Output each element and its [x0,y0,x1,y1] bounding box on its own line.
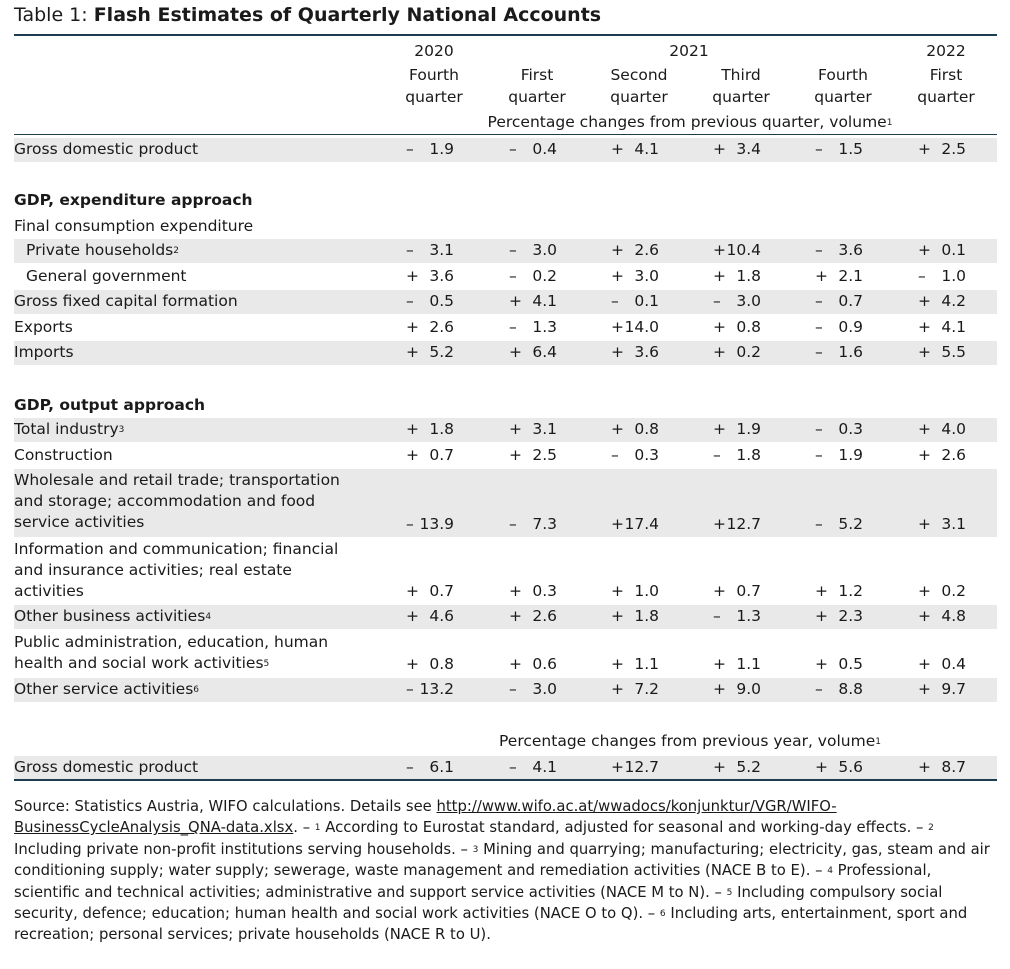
value-sign: + [406,582,419,600]
value-sign: – [918,267,926,285]
value-sign: + [815,758,828,776]
value-sign: – [815,680,823,698]
footnote-text: Mining and quarrying; manufacturing; electricity, gas, steam and air conditioning supply; water supply; sewerage, waste management and remediation activities (NACE B to E) [14,840,990,880]
value-number: 2.6 [429,318,454,336]
value-number: 1.6 [838,343,863,361]
value-number: 2.5 [941,140,966,158]
footnote-number: 4 [827,866,833,877]
value-number: 1.1 [736,655,761,673]
value-sign: – [713,292,721,310]
value-number: 5.5 [941,343,966,361]
column-header-line1: Third [721,66,761,84]
value-sign: – [815,420,823,438]
value-number: 3.0 [736,292,761,310]
value-number: 5.2 [736,758,761,776]
value-number: 1.9 [838,446,863,464]
value-sign: + [509,582,522,600]
value-number: 1.3 [532,318,557,336]
table-title [14,4,601,26]
value-sign: + [611,655,624,673]
footnote-number: 3 [472,844,479,855]
value-sign: + [918,241,931,259]
row-label-line: Exports [14,318,73,336]
value-sign: + [918,515,931,533]
header-rule [14,134,997,135]
value-number: 8.7 [941,758,966,776]
value-sign: + [611,515,624,533]
value-sign: + [713,318,726,336]
value-number: 2.6 [532,607,557,625]
row-label [14,606,211,627]
value-number: 0.4 [532,140,557,158]
value-sign: + [713,267,726,285]
value-number: 13.2 [419,680,454,698]
value-sign: + [611,420,624,438]
value-number: 3.1 [532,420,557,438]
footnote-ref: 6 [193,685,199,695]
row-label-line: Total industry$^3$ [14,420,125,438]
unit-note-year-text: Percentage changes from previous year, volume [499,732,876,750]
value-sign: – [509,267,517,285]
value-sign: – [406,292,414,310]
value-number: 4.1 [634,140,659,158]
column-header-line1: Second [610,66,668,84]
source-text: Source: Statistics Austria, WIFO calculations. Details see [14,798,437,815]
column-header-0 [389,64,479,108]
value-sign: + [918,446,931,464]
value-sign: + [611,680,624,698]
value-sign: + [918,582,931,600]
value-number: 2.3 [838,607,863,625]
top-rule [14,34,997,36]
value-sign: – [713,607,721,625]
value-sign: – [611,446,619,464]
row-label [14,395,205,416]
value-number: 0.7 [838,292,863,310]
unit-note-year [400,730,980,752]
row-label-line: Other service activities$^6$ [14,680,199,698]
value-sign: – [509,241,517,259]
value-sign: + [713,343,726,361]
value-number: 1.8 [429,420,454,438]
value-sign: + [509,420,522,438]
value-number: 9.7 [941,680,966,698]
row-label [14,470,340,533]
value-number: 4.2 [941,292,966,310]
value-sign: – [815,318,823,336]
value-number: 7.2 [634,680,659,698]
value-number: 7.3 [532,515,557,533]
value-number: 1.1 [634,655,659,673]
footnote-number: 2 [928,823,934,834]
row-label [14,216,253,237]
value-number: 13.9 [419,515,454,533]
value-number: 10.4 [726,241,761,259]
value-number: 1.0 [634,582,659,600]
value-sign: – [815,515,823,533]
footnotes: Source: Statistics Austria, WIFO calculations. Details see http://www.wifo.ac.at/wwadocs/konjunktur/VGR/WIFO-BusinessCycleAnalysis_QNA-data.xlsx. – $^1$ According to Eurostat standard, adjusted for seasonal and working-day effects. – $^2$ Including private non-profit institutions serving households. – $^3$ Mining and quarrying; manufacturing; electricity, gas, steam and air conditioning supply; water supply; sewerage, waste management and remediation activities (NACE B to E). – $^4$ Professional, scientific and technical activities; administrative and support service activities (NACE M to N). – $^5$ Including compulsory social security, defence; education; human health and social work activities (NACE O to Q). – $^6$ Including arts, entertainment, sport and recreation; personal services; private households (NACE R to U). [14,798,990,944]
value-sign: + [918,680,931,698]
value-sign: + [509,343,522,361]
column-header-line2: quarter [610,88,668,106]
value-sign: + [713,515,726,533]
value-sign: – [509,318,517,336]
row-label [14,445,113,466]
value-number: 3.6 [838,241,863,259]
value-number: 4.1 [941,318,966,336]
row-label [14,679,199,700]
value-sign: + [918,292,931,310]
footnote-number: 6 [659,909,666,920]
value-sign: – [509,140,517,158]
value-number: 0.2 [736,343,761,361]
column-header-line2: quarter [814,88,872,106]
value-sign: + [918,318,931,336]
value-sign: + [713,758,726,776]
column-header-line2: quarter [405,88,463,106]
value-sign: + [918,607,931,625]
row-label-line: Other business activities$^4$ [14,607,212,625]
row-label-line: Gross domestic product [14,140,199,158]
value-number: 0.9 [838,318,863,336]
value-sign: + [509,446,522,464]
value-sign: + [815,655,828,673]
value-sign: + [406,446,419,464]
value-sign: + [406,267,419,285]
value-number: 12.7 [726,515,761,533]
value-number: 3.0 [532,680,557,698]
value-number: 1.0 [941,267,966,285]
value-number: 2.6 [941,446,966,464]
footnote-ref-1b: 1 [875,737,881,747]
value-number: 5.2 [429,343,454,361]
column-header-line1: Fourth [818,66,868,84]
value-sign: – [406,241,414,259]
value-sign: + [406,343,419,361]
value-number: 3.6 [429,267,454,285]
footnote-ref-1: 1 [886,118,893,128]
column-header-3 [696,64,786,108]
value-number: 2.1 [838,267,863,285]
value-number: 0.7 [429,446,454,464]
value-sign: + [406,420,419,438]
value-number: 0.1 [634,292,659,310]
footnote-text: Including private non-profit institutions serving households [14,840,452,858]
row-label [14,291,238,312]
value-number: 3.0 [634,267,659,285]
year-2021: 2021 [669,42,709,60]
value-sign: – [611,292,619,310]
value-sign: – [509,758,517,776]
row-label-line: and storage; accommodation and food [14,492,316,510]
footnote-ref: 2 [173,246,179,256]
value-sign: + [918,140,931,158]
unit-note-quarter [400,111,980,133]
value-sign: + [406,318,419,336]
value-number: 3.6 [634,343,659,361]
column-header-line1: First [929,66,963,84]
row-label-line: activities [14,582,84,600]
value-number: 1.9 [429,140,454,158]
value-number: 14.0 [624,318,659,336]
value-sign: + [611,318,624,336]
value-sign: – [815,241,823,259]
value-number: 0.3 [532,582,557,600]
value-sign: + [713,241,726,259]
column-header-1 [492,64,582,108]
value-sign: + [611,582,624,600]
unit-note-quarter-text: Percentage changes from previous quarter, volume [487,113,887,131]
row-label [14,632,328,674]
row-label [14,757,198,778]
column-header-line2: quarter [917,88,975,106]
column-header-2 [594,64,684,108]
value-sign: + [713,655,726,673]
value-number: 3.1 [429,241,454,259]
value-number: 17.4 [624,515,659,533]
value-number: 3.0 [532,241,557,259]
row-label [14,317,73,338]
table-title-text: Flash Estimates of Quarterly National Accounts [93,4,602,26]
value-number: 0.7 [429,582,454,600]
value-number: 0.8 [736,318,761,336]
value-number: 4.8 [941,607,966,625]
footnote-text: Including compulsory social security, defence; education; human health and social work activities (NACE O to Q) [14,883,943,923]
value-sign: + [611,267,624,285]
row-label-line: Final consumption expenditure [14,217,254,235]
value-number: 5.2 [838,515,863,533]
row-label-line: General government [26,267,187,285]
value-sign: + [918,758,931,776]
value-number: 1.2 [838,582,863,600]
year-2020: 2020 [414,42,454,60]
value-sign: + [611,343,624,361]
value-sign: + [611,140,624,158]
row-label-line: Imports [14,343,74,361]
value-number: 4.1 [532,758,557,776]
value-number: 1.9 [736,420,761,438]
value-number: 0.2 [532,267,557,285]
value-number: 0.8 [634,420,659,438]
bottom-rule [14,779,997,781]
row-label-line: Private households$^2$ [26,241,179,259]
value-number: 9.0 [736,680,761,698]
row-label-line: GDP, output approach [14,396,206,414]
footnote-ref: 3 [118,425,125,435]
value-sign: + [815,582,828,600]
value-sign: – [815,343,823,361]
value-number: 8.8 [838,680,863,698]
value-sign: – [815,446,823,464]
value-sign: – [406,515,414,533]
value-sign: – [406,680,414,698]
value-number: 0.3 [634,446,659,464]
value-sign: + [406,607,419,625]
row-label [14,342,74,363]
footnote-text: Including arts, entertainment, sport and recreation; personal services; private households (NACE R to U) [14,905,968,944]
column-header-4 [798,64,888,108]
row-label-line: health and social work activities$^5$ [14,654,270,672]
footnote-ref: 5 [263,659,270,669]
value-sign: – [509,680,517,698]
value-number: 0.3 [838,420,863,438]
value-number: 4.0 [941,420,966,438]
row-label-line: Construction [14,446,113,464]
row-label-line: Gross fixed capital formation [14,292,238,310]
value-number: 1.5 [838,140,863,158]
row-label-line: Information and communication; financial [14,540,339,558]
column-header-line1: Fourth [409,66,459,84]
value-sign: + [713,420,726,438]
value-number: 1.8 [736,446,761,464]
value-sign: + [406,655,419,673]
table-number: Table 1: [14,4,94,26]
value-number: 1.8 [736,267,761,285]
row-label [14,190,253,211]
footnote-number: 5 [726,887,733,898]
row-label-line: service activities [14,513,145,531]
value-number: 0.4 [941,655,966,673]
value-number: 2.6 [634,241,659,259]
value-sign: – [406,758,414,776]
value-number: 0.2 [941,582,966,600]
row-label [26,240,179,261]
row-label-line: Wholesale and retail trade; transportation [14,471,340,489]
value-sign: + [918,655,931,673]
footnote-text: According to Eurostat standard, adjusted for seasonal and working-day effects [320,819,907,837]
value-number: 0.6 [532,655,557,673]
row-label-line: Public administration, education, human [14,633,329,651]
value-number: 4.1 [532,292,557,310]
row-label-line: GDP, expenditure approach [14,191,253,209]
footnote-ref: 4 [205,612,212,622]
value-number: 0.7 [736,582,761,600]
value-number: 6.1 [429,758,454,776]
value-number: 2.5 [532,446,557,464]
value-number: 0.5 [429,292,454,310]
value-number: 4.6 [429,607,454,625]
value-sign: – [509,515,517,533]
row-label [14,419,124,440]
value-sign: + [918,343,931,361]
value-sign: + [713,140,726,158]
column-header-line2: quarter [508,88,566,106]
value-sign: + [611,607,624,625]
value-sign: – [406,140,414,158]
value-sign: + [713,582,726,600]
value-number: 5.6 [838,758,863,776]
value-sign: – [815,140,823,158]
year-2022: 2022 [926,42,966,60]
column-header-line2: quarter [712,88,770,106]
value-sign: + [509,607,522,625]
value-sign: + [611,241,624,259]
source-link[interactable]: http://www.wifo.ac.at/wwadocs/konjunktur/VGR/WIFO-BusinessCycleAnalysis_QNA-data.xlsx [14,798,837,837]
column-header-line1: First [520,66,554,84]
value-number: 12.7 [624,758,659,776]
footnote-number: 1 [314,823,321,834]
value-sign: – [815,292,823,310]
row-label [14,539,338,602]
value-sign: + [509,655,522,673]
value-sign: – [713,446,721,464]
value-number: 0.5 [838,655,863,673]
value-number: 0.1 [941,241,966,259]
value-number: 3.4 [736,140,761,158]
value-sign: + [815,267,828,285]
value-number: 3.1 [941,515,966,533]
value-sign: + [918,420,931,438]
row-label-line: and insurance activities; real estate [14,561,292,579]
value-number: 1.3 [736,607,761,625]
value-sign: + [815,607,828,625]
row-label [14,139,198,160]
value-number: 0.8 [429,655,454,673]
row-label [26,266,187,287]
value-number: 6.4 [532,343,557,361]
row-label-line: Gross domestic product [14,758,199,776]
value-sign: + [509,292,522,310]
value-number: 1.8 [634,607,659,625]
value-sign: + [713,680,726,698]
column-header-5 [901,64,991,108]
footnote-text: Professional, scientific and technical activities; administrative and support service activities (NACE M to N) [14,862,932,901]
value-sign: + [611,758,624,776]
